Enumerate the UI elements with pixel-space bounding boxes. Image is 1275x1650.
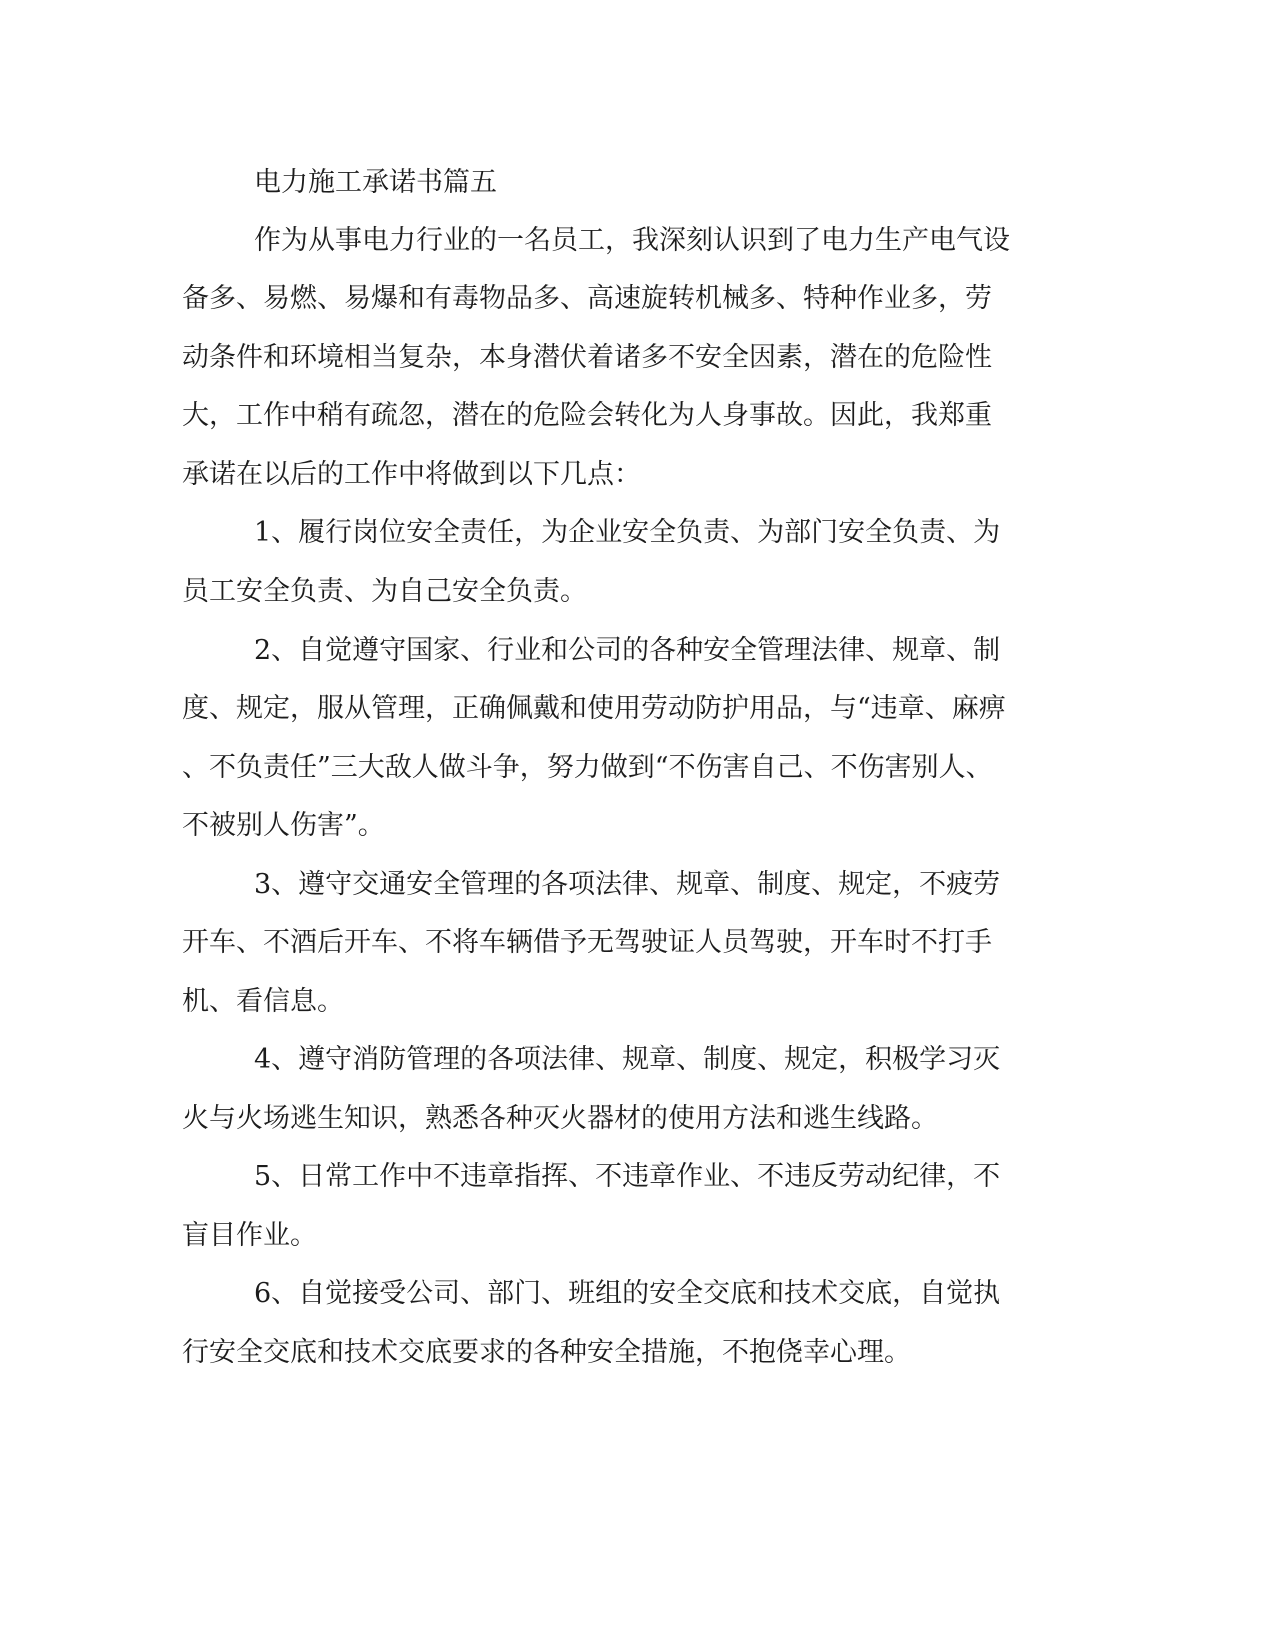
intro-line-1: 作为从事电力行业的一名员工，我深刻认识到了电力生产电气设	[254, 225, 1010, 256]
item-2-line-1: 2、自觉遵守国家、行业和公司的各种安全管理法律、规章、制	[254, 635, 1001, 666]
item-1-line-1: 1、履行岗位安全责任，为企业安全负责、为部门安全负责、为	[254, 517, 1001, 548]
item-2-line-4: 不被别人伤害”。	[182, 810, 385, 841]
item-2-line-3: 、不负责任”三大敌人做斗争，努力做到“不伤害自己、不伤害别人、	[182, 752, 993, 783]
item-2-line-2: 度、规定，服从管理，正确佩戴和使用劳动防护用品，与“违章、麻痹	[182, 693, 1006, 724]
item-4-line-2: 火与火场逃生知识，熟悉各种灭火器材的使用方法和逃生线路。	[182, 1103, 938, 1134]
intro-line-3: 动条件和环境相当复杂，本身潜伏着诸多不安全因素，潜在的危险性	[182, 342, 992, 373]
intro-line-2: 备多、易燃、易爆和有毒物品多、高速旋转机械多、特种作业多，劳	[182, 283, 992, 314]
intro-line-4: 大，工作中稍有疏忽，潜在的危险会转化为人身事故。因此，我郑重	[182, 400, 992, 431]
item-4-line-1: 4、遵守消防管理的各项法律、规章、制度、规定，积极学习灭	[254, 1044, 1001, 1075]
item-6-line-1: 6、自觉接受公司、部门、班组的安全交底和技术交底，自觉执	[254, 1278, 1001, 1309]
item-5-line-1: 5、日常工作中不违章指挥、不违章作业、不违反劳动纪律，不	[254, 1161, 1001, 1192]
item-1-line-2: 员工安全负责、为自己安全负责。	[182, 576, 587, 607]
item-5-line-2: 盲目作业。	[182, 1220, 317, 1251]
item-3-line-3: 机、看信息。	[182, 986, 344, 1017]
item-3-line-2: 开车、不酒后开车、不将车辆借予无驾驶证人员驾驶，开车时不打手	[182, 927, 992, 958]
document-title: 电力施工承诺书篇五	[254, 167, 497, 198]
item-6-line-2: 行安全交底和技术交底要求的各种安全措施，不抱侥幸心理。	[182, 1337, 911, 1368]
item-3-line-1: 3、遵守交通安全管理的各项法律、规章、制度、规定，不疲劳	[254, 869, 1001, 900]
intro-line-5: 承诺在以后的工作中将做到以下几点：	[182, 459, 641, 490]
